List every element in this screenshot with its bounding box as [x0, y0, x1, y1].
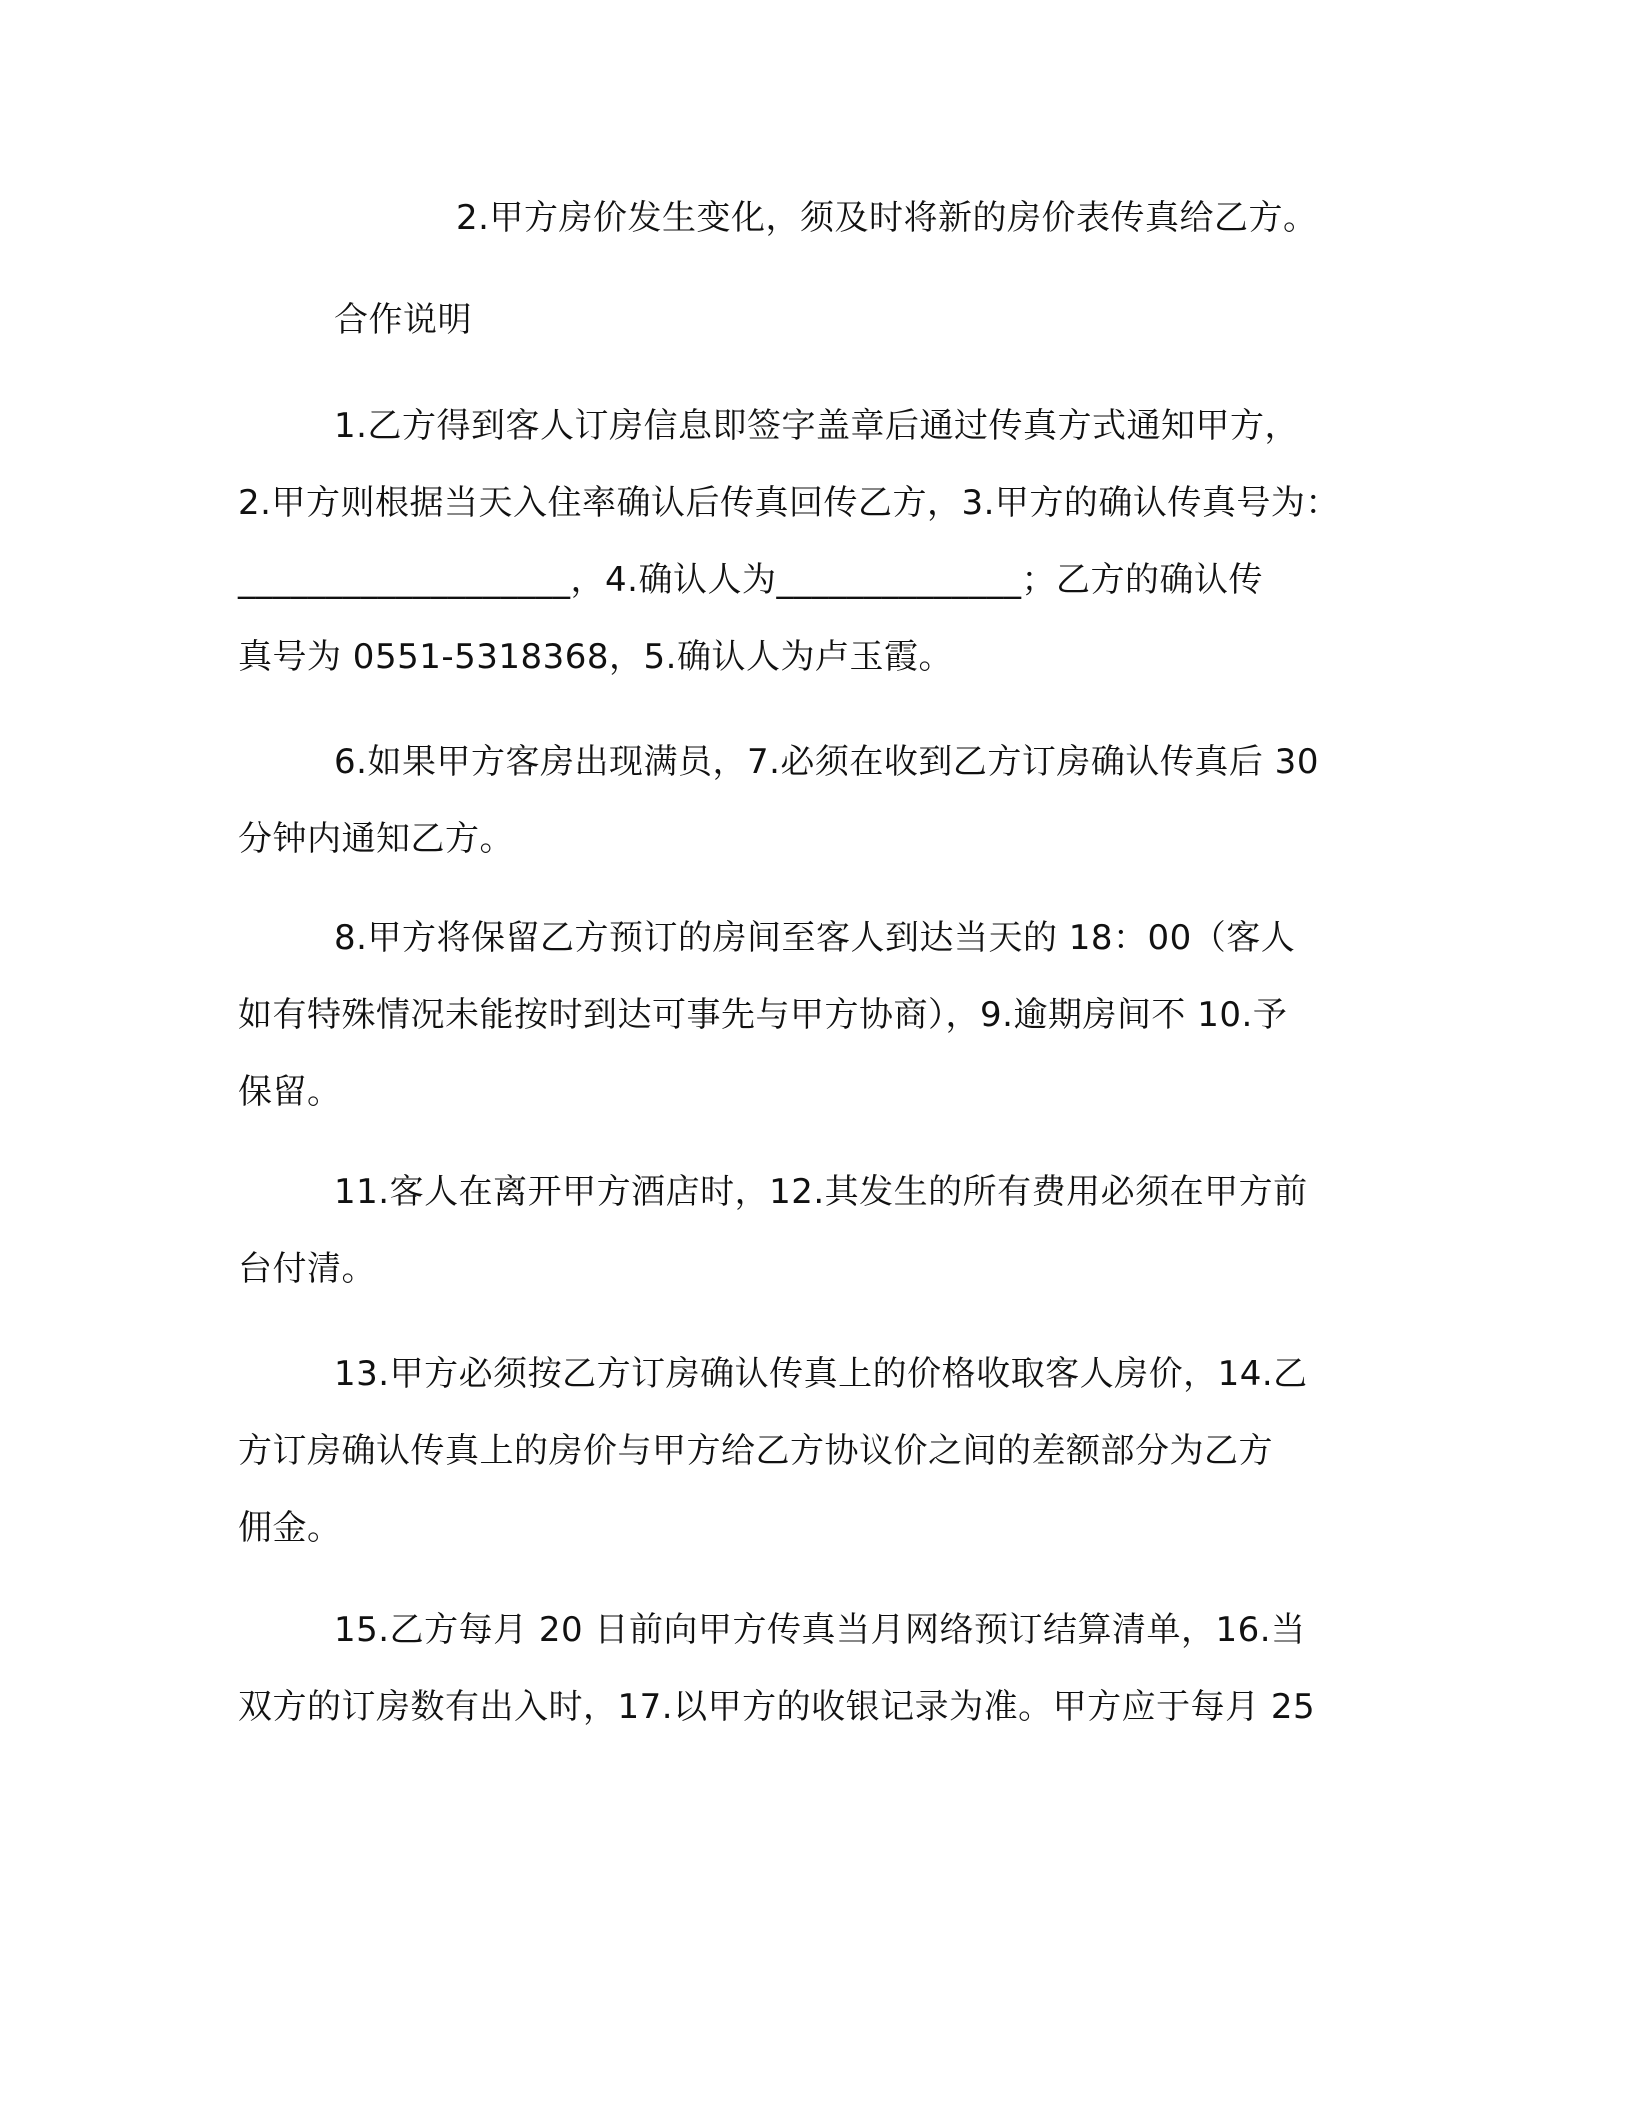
paragraph-line: 真号为 0551-5318368，5.确认人为卢玉霞。 — [238, 637, 953, 677]
paragraph-2 — [238, 724, 1388, 878]
paragraph-5 — [238, 1336, 1388, 1567]
paragraph-line: 13.甲方必须按乙方订房确认传真上的价格收取客人房价，14.乙 — [334, 1354, 1308, 1394]
paragraph-line: 保留。 — [238, 1072, 342, 1112]
paragraph-line: 15.乙方每月 20 日前向甲方传真当月网络预订结算清单，16.当 — [334, 1610, 1306, 1650]
section-heading: 合作说明 — [334, 300, 472, 340]
heading-cooperation — [334, 282, 1484, 359]
paragraph-line: ___________________，4.确认人为______________；乙方的确认传 — [238, 560, 1263, 600]
paragraph-line: 1.乙方得到客人订房信息即签字盖章后通过传真方式通知甲方， — [334, 406, 1299, 446]
paragraph-line: 分钟内通知乙方。 — [238, 819, 514, 859]
paragraph-3 — [238, 900, 1388, 1131]
paragraph-line: 双方的订房数有出入时，17.以甲方的收银记录为准。甲方应于每月 25 — [238, 1687, 1316, 1727]
paragraph-4 — [238, 1154, 1388, 1308]
paragraph-line: 方订房确认传真上的房价与甲方给乙方协议价之间的差额部分为乙方 — [238, 1431, 1273, 1471]
paragraph-1 — [238, 388, 1388, 696]
paragraph-price-change — [456, 180, 1456, 257]
paragraph-line: 2.甲方房价发生变化，须及时将新的房价表传真给乙方。 — [456, 198, 1318, 238]
paragraph-line: 11.客人在离开甲方酒店时，12.其发生的所有费用必须在甲方前 — [334, 1172, 1308, 1212]
paragraph-line: 佣金。 — [238, 1508, 342, 1548]
paragraph-line: 2.甲方则根据当天入住率确认后传真回传乙方，3.甲方的确认传真号为： — [238, 483, 1340, 523]
paragraph-line: 6.如果甲方客房出现满员，7.必须在收到乙方订房确认传真后 30 — [334, 742, 1319, 782]
paragraph-line: 如有特殊情况未能按时到达可事先与甲方协商），9.逾期房间不 10.予 — [238, 995, 1288, 1035]
paragraph-6 — [238, 1592, 1388, 1746]
paragraph-line: 台付清。 — [238, 1249, 376, 1289]
paragraph-line: 8.甲方将保留乙方预订的房间至客人到达当天的 18：00（客人 — [334, 918, 1296, 958]
